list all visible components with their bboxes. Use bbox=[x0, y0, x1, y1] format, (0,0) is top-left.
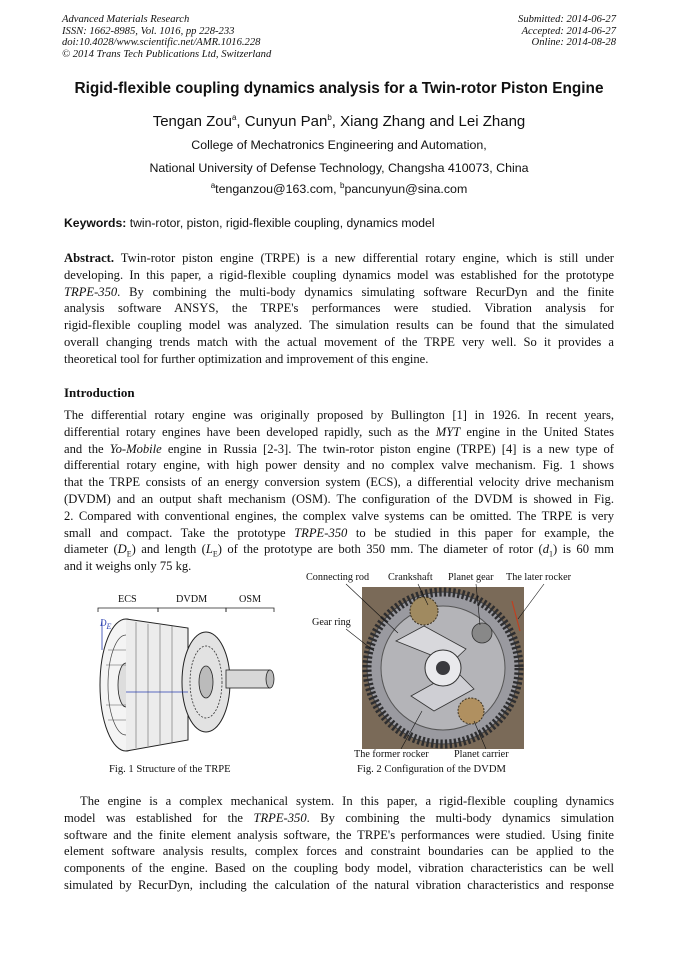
fig1-label-ecs: ECS bbox=[118, 594, 137, 605]
dates-info bbox=[518, 14, 616, 49]
keywords-label: Keywords: bbox=[64, 216, 127, 230]
subscript: E bbox=[106, 621, 112, 631]
text-line: software and the finite element analysis software, the TRPE's performances were studied. Using finite bbox=[64, 827, 614, 842]
text-span: ) of the prototype are both 350 mm. The diameter of rotor ( bbox=[217, 542, 543, 557]
italic-term: TRPE-350 bbox=[294, 525, 348, 540]
body-paragraph bbox=[64, 793, 614, 894]
section-heading: Introduction bbox=[64, 385, 135, 400]
text-span: differential rotary engines have been developed rapidly, such as the bbox=[64, 424, 436, 439]
submitted-date: Submitted: 2014-06-27 bbox=[518, 14, 616, 25]
text-line: 2. Compared with conventional engines, the complex valve systems can be omitted. The TRPE is very bbox=[64, 508, 614, 523]
text-span: . By combining the multi-body dynamics simulating software RecurDyn and the finite bbox=[117, 284, 614, 299]
author-2: Cunyun Pan bbox=[244, 113, 328, 130]
fig2-label-connecting-rod: Connecting rod bbox=[306, 572, 370, 583]
abstract bbox=[64, 250, 614, 368]
italic-term: TRPE-350 bbox=[253, 810, 307, 825]
text-span: model was established for the bbox=[64, 810, 254, 825]
text-line: The differential rotary engine was originally proposed by Bullington [1] in 1926. In recent years, bbox=[64, 408, 614, 422]
fig2-label-crankshaft: Crankshaft bbox=[388, 572, 433, 583]
text-span: ) and length ( bbox=[131, 542, 206, 557]
email-a[interactable]: tenganzou@163.com, bbox=[215, 182, 341, 197]
journal-name: Advanced Materials Research bbox=[62, 14, 190, 25]
email-a-sup: a bbox=[210, 181, 216, 190]
text-line bbox=[64, 541, 614, 558]
author-2-sup: b bbox=[327, 113, 332, 122]
fig2-label-planet-carrier: Planet carrier bbox=[454, 749, 509, 760]
italic-term: MYT bbox=[435, 424, 461, 439]
text-line bbox=[64, 424, 614, 441]
text-span: to be studied in this paper for example, the bbox=[347, 525, 614, 540]
online-date: Online: 2014-08-28 bbox=[531, 37, 616, 49]
text-span: . By combining the multi-body dynamics simulation bbox=[306, 810, 614, 825]
symbol: D bbox=[117, 542, 127, 557]
text-line bbox=[64, 810, 614, 827]
author-1: Tengan Zou bbox=[152, 113, 232, 130]
text-line: developing. In this paper, a rigid-flexible coupling dynamics model was established for the prototype bbox=[64, 267, 614, 282]
symbol: D bbox=[100, 618, 107, 628]
affiliation-line-1: College of Mechatronics Engineering and Automation, bbox=[191, 138, 487, 152]
subscript: 1 bbox=[549, 549, 554, 559]
text-line bbox=[64, 250, 614, 267]
engine-structure-drawing bbox=[96, 590, 281, 762]
text-line: simulated by RecurDyn, including the calculation of the natural vibration characteristics and response bbox=[64, 877, 614, 892]
italic-term: Yo-Mobile bbox=[109, 441, 162, 456]
text-span: engine in Russia [2-3]. The twin-rotor piston engine (TRPE) [4] is a new type of bbox=[161, 441, 614, 456]
email-line bbox=[0, 181, 678, 196]
text-span: small and compact. Take the prototype bbox=[64, 525, 295, 540]
symbol: d bbox=[542, 542, 550, 557]
text-line: element software analysis results, complex forces and constraint boundaries can be applied to the bbox=[64, 844, 614, 859]
subscript: E bbox=[212, 549, 218, 559]
figure-1-caption: Fig. 1 Structure of the TRPE bbox=[109, 764, 231, 775]
author-1-sup: a bbox=[231, 113, 237, 122]
figure-2 bbox=[306, 571, 596, 761]
figure-1 bbox=[96, 590, 281, 762]
fig1-label-osm: OSM bbox=[239, 594, 262, 605]
text-line: The engine is a complex mechanical system. In this paper, a rigid-flexible coupling dynamics bbox=[80, 794, 614, 808]
affiliation-line-2: National University of Defense Technology, Changsha 410073, China bbox=[149, 161, 529, 175]
fig2-label-former-rocker: The former rocker bbox=[354, 749, 429, 760]
fig2-label-planet-gear: Planet gear bbox=[448, 572, 494, 583]
keywords bbox=[64, 216, 435, 230]
text-line bbox=[64, 284, 614, 301]
text-line: overall changing trends match with the actual movement of the TRPE very well. So it provides a bbox=[64, 334, 614, 349]
fig2-label-later-rocker: The later rocker bbox=[506, 572, 572, 583]
doi: doi:10.4028/www.scientific.net/AMR.1016.228 bbox=[62, 37, 261, 49]
text-line bbox=[64, 525, 614, 542]
symbol: L bbox=[205, 542, 213, 557]
fig1-label-dvdm: DVDM bbox=[176, 594, 208, 605]
subscript: E bbox=[126, 549, 132, 559]
text-line: rigid-flexible coupling model was analyzed. The simulation results can be found that the simulated bbox=[64, 318, 614, 333]
text-line: that the TRPE consists of an energy conversion system (ECS), a differential velocity drive mechanism bbox=[64, 475, 614, 490]
issn: ISSN: 1662-8985, Vol. 1016, pp 228-233 bbox=[62, 25, 235, 37]
text-span: and the bbox=[64, 441, 110, 456]
dvdm-photo bbox=[306, 571, 596, 749]
italic-term: TRPE-350 bbox=[64, 284, 118, 299]
paper-title: Rigid-flexible coupling dynamics analysis for a Twin-rotor Piston Engine bbox=[74, 80, 604, 97]
text-span: ) is 60 mm bbox=[553, 542, 614, 557]
email-b[interactable]: pancunyun@sina.com bbox=[344, 182, 468, 197]
text-line: differential rotary engine, with high power density and no complex valve mechanism. Fig. 1 shows bbox=[64, 458, 614, 473]
text-line: theoretical tool for further optimization and improvement of this engine. bbox=[64, 351, 429, 366]
page-header bbox=[62, 14, 616, 64]
journal-info bbox=[62, 14, 271, 60]
text-line: analysis software ANSYS, the TRPE's performances were studied. Vibration analysis for bbox=[64, 301, 614, 316]
text-line: (DVDM) and an output shaft mechanism (OSM). The configuration of the DVDM is showed in Fig. bbox=[64, 491, 614, 506]
fig2-label-gear-ring: Gear ring bbox=[312, 617, 351, 628]
text-line bbox=[64, 441, 614, 458]
introduction-paragraph bbox=[64, 407, 614, 575]
accepted-date: Accepted: 2014-06-27 bbox=[521, 25, 616, 37]
text-span: engine in the United States bbox=[460, 424, 614, 439]
author-3: Xiang Zhang and Lei Zhang bbox=[340, 113, 526, 130]
figure-2-caption: Fig. 2 Configuration of the DVDM bbox=[357, 764, 506, 775]
keywords-text: twin-rotor, piston, rigid-flexible coupling, dynamics model bbox=[126, 216, 435, 230]
abstract-label: Abstract. bbox=[64, 251, 115, 265]
author-list: Tengan Zou$^a$, Cunyun Pan$^b$, Xiang Zhang and Lei Zhang bbox=[152, 113, 526, 130]
text-line: and it weighs only 75 kg. bbox=[64, 559, 192, 574]
text-span: Twin-rotor piston engine (TRPE) is a new differential rotary engine, which is still under bbox=[114, 251, 614, 265]
text-line: components of the engine. Based on the coupling body model, vibration characteristics can be well bbox=[64, 861, 614, 876]
text-span: diameter ( bbox=[64, 542, 118, 557]
email-b-sup: b bbox=[340, 181, 345, 190]
copyright: © 2014 Trans Tech Publications Ltd, Switzerland bbox=[62, 48, 272, 60]
